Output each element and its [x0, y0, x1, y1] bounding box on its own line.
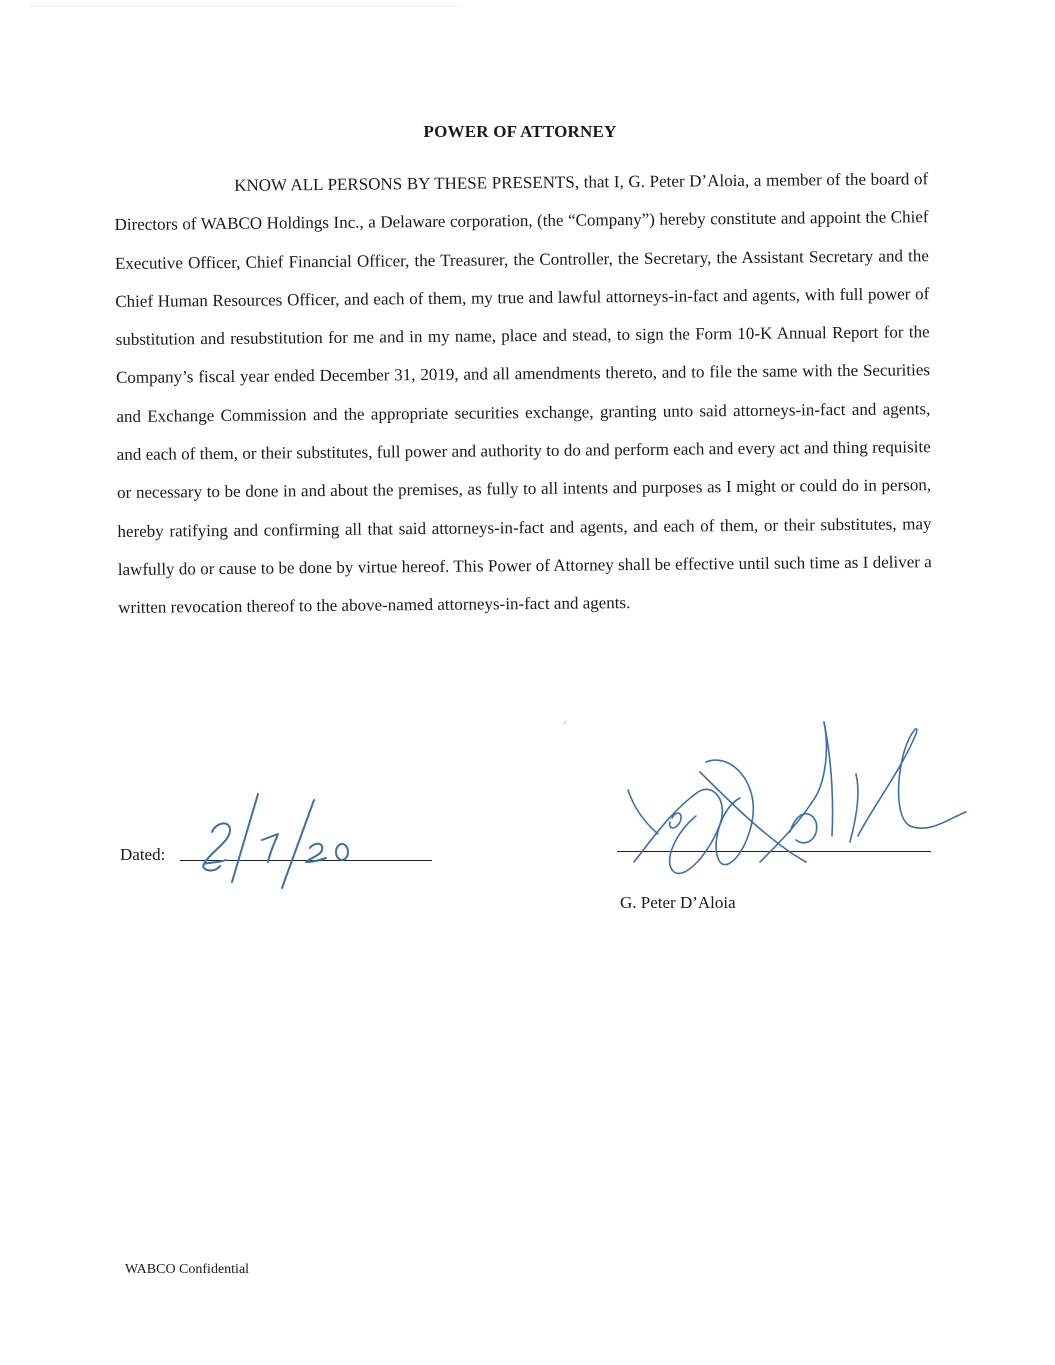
document-title: POWER OF ATTORNEY: [423, 122, 617, 141]
scan-artifact: [30, 6, 460, 7]
scan-speck: [563, 721, 567, 724]
dated-label: Dated:: [120, 845, 166, 864]
body-paragraph: KNOW ALL PERSONS BY THESE PRESENTS, that I, G. Peter D’Aloia, a member of the board of Directors of WABCO Holdings Inc., a Delaware corporation, (the “Company”) hereby constitute and appoint the Chief Executive Officer, Chief Financial Officer, the Treasurer, the Controller, the Secretary, the Assistant Secretary and the Chief Human Resources Officer, and each of them, my true and lawful attorneys-in-fact and agents, with full power of substitution and resubstitution for me and in my name, place and stead, to sign the Form 10-K Annual Report for the Company’s fiscal year ended December 31, 2019, and all amendments thereto, and to file the same with the Securities and Exchange Commission and the appropriate securities exchange, granting unto said attorneys-in-fact and agents, and each of them, or their substitutes, full power and authority to do and perform each and every act and thing requisite or necessary to be done in and about the premises, as fully to all intents and purposes as I might or could do in person, hereby ratifying and confirming all that said attorneys-in-fact and agents, and each of them, or their substitutes, may lawfully do or cause to be done by virtue hereof. This Power of Attorney shall be effective until such time as I deliver a written revocation thereof to the above-named attorneys-in-fact and agents.: [114, 169, 932, 618]
signature-icon: [610, 712, 980, 887]
footer-confidential: WABCO Confidential: [125, 1262, 250, 1277]
handwritten-date-icon: [190, 790, 380, 890]
signer-name: G. Peter D’Aloia: [620, 893, 736, 912]
